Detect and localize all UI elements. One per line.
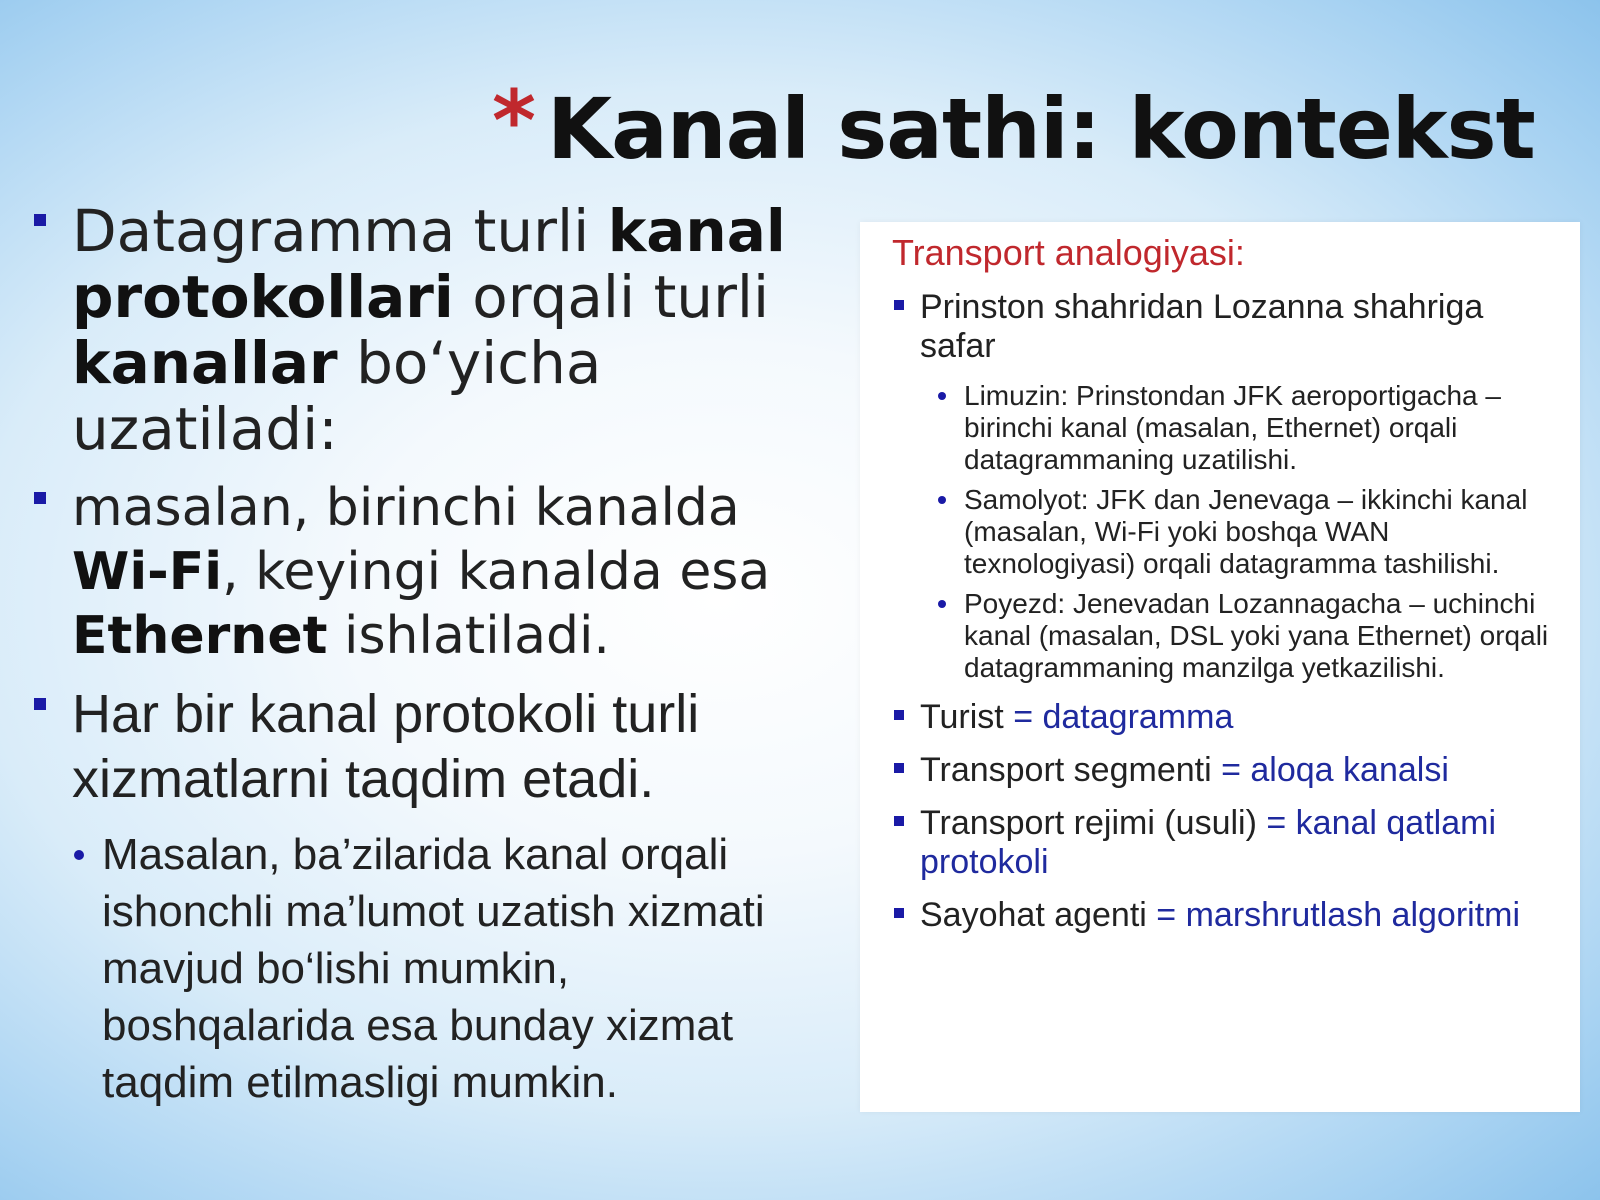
- panel-sub-limo: [892, 380, 1567, 476]
- text: Datagramma turli: [72, 197, 608, 265]
- text: Samolyot: JFK dan Jenevaga – ikkinchi kanal (masalan, Wi-Fi yoki boshqa WAN texnologiyasi) orqali datagramma tashilishi.: [964, 484, 1528, 579]
- analogy-panel: [860, 222, 1580, 1112]
- title-text: Kanal sathi: kontekst: [547, 80, 1535, 178]
- text: Poyezd: Jenevadan Lozannagacha – uchinchi kanal (masalan, DSL yoki yana Ethernet) orqali datagrammaning manzilga yetkazilishi.: [964, 588, 1549, 683]
- text: ishlatiladi.: [327, 606, 610, 666]
- map-key: Transport rejimi (usuli): [920, 804, 1267, 842]
- left-sub-bullet: [30, 826, 830, 1111]
- text: , keyingi kanalda esa: [222, 542, 771, 602]
- bold-text: Wi-Fi: [72, 542, 223, 602]
- left-bullet-3: [30, 682, 830, 812]
- dot-bullet-icon: [938, 392, 946, 400]
- square-bullet-icon: [34, 492, 46, 504]
- bold-text: kanal protokollari: [72, 197, 786, 331]
- text: Har bir kanal protokoli turli xizmatlarni taqdim etadi.: [72, 684, 700, 809]
- panel-bullet-trip: [892, 288, 1567, 366]
- text: Masalan, ba’zilarida kanal orqali ishonchli ma’lumot uzatish xizmati mavjud bo‘lishi mumkin, boshqalarida esa bunday xizmat taqdim etilmasligi mumkin.: [102, 830, 765, 1107]
- square-bullet-icon: [894, 908, 904, 918]
- title-star-icon: *: [492, 72, 536, 170]
- square-bullet-icon: [34, 698, 46, 710]
- square-bullet-icon: [894, 710, 904, 720]
- map-key: Turist: [920, 698, 1014, 736]
- panel-sub-plane: [892, 484, 1567, 580]
- text: orqali turli: [453, 263, 770, 331]
- bold-text: kanallar: [72, 329, 338, 397]
- map-key: Transport segmenti: [920, 751, 1222, 789]
- bold-text: Ethernet: [72, 606, 328, 666]
- panel-map-agent: [892, 896, 1567, 935]
- map-value: = datagramma: [1013, 698, 1234, 736]
- text: bo‘yicha uzatiladi:: [72, 329, 602, 463]
- map-value: = aloqa kanalsi: [1221, 751, 1449, 789]
- square-bullet-icon: [894, 763, 904, 773]
- dot-bullet-icon: [938, 600, 946, 608]
- left-bullet-2: [30, 476, 830, 668]
- panel-map-segment: [892, 751, 1567, 790]
- panel-sub-train: [892, 588, 1567, 684]
- square-bullet-icon: [34, 214, 46, 226]
- panel-map-tourist: [892, 698, 1567, 737]
- text: Prinston shahridan Lozanna shahriga safar: [920, 288, 1484, 365]
- map-key: Sayohat agenti: [920, 896, 1157, 934]
- square-bullet-icon: [894, 300, 904, 310]
- square-bullet-icon: [894, 816, 904, 826]
- panel-title: Transport analogiyasi:: [892, 232, 1245, 273]
- dot-bullet-icon: [74, 850, 84, 860]
- text: Limuzin: Prinstondan JFK aeroportigacha – birinchi kanal (masalan, Ethernet) orqali datagrammaning uzatilishi.: [964, 380, 1501, 475]
- text: masalan, birinchi kanalda: [72, 478, 740, 538]
- left-bullet-1: [30, 198, 830, 462]
- panel-map-mode: [892, 804, 1567, 882]
- dot-bullet-icon: [938, 496, 946, 504]
- map-value: = marshrutlash algoritmi: [1156, 896, 1521, 934]
- map-value: = kanal qatlami protokoli: [920, 804, 1496, 881]
- left-column: [30, 198, 830, 1111]
